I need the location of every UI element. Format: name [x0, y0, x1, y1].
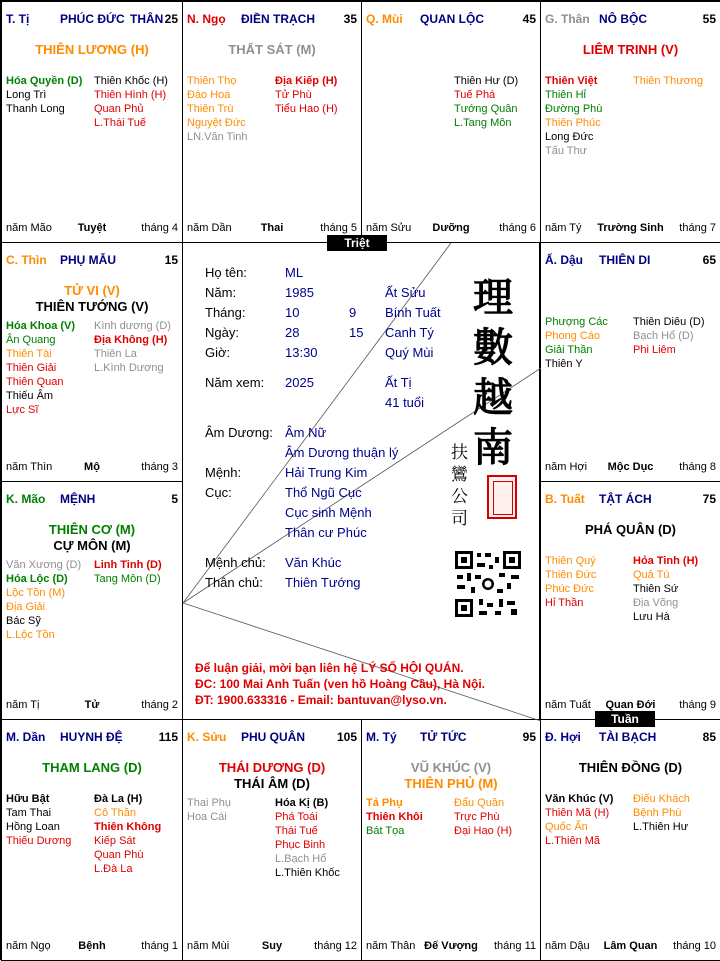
palace-header — [366, 12, 536, 28]
minor-stars-right — [633, 792, 690, 834]
branch-label: T. Tị — [6, 12, 30, 26]
day-lunar: 15 — [349, 325, 364, 340]
minor-star: Long Trì — [6, 89, 47, 101]
truong-sinh-stage: Dưỡng — [432, 222, 470, 234]
hour-canchi: Quý Mùi — [385, 345, 434, 360]
contact-line-1: Để luận giải, mời bạn liên hệ LÝ SỐ HỘI QUÁN. — [195, 661, 464, 675]
menh-chu-label: Mệnh chủ: — [205, 555, 266, 570]
than-chu-value: Thiên Tướng — [285, 575, 361, 590]
palace-age: 65 — [702, 253, 716, 267]
truong-sinh-stage: Tuyệt — [77, 222, 107, 234]
palace-header — [366, 730, 536, 746]
palace-tuat[interactable] — [540, 481, 720, 720]
branch-label: M. Tý — [366, 730, 397, 744]
footer-year: năm Dậu — [545, 940, 590, 952]
palace-header — [545, 730, 716, 746]
palace-name: PHÚC ĐỨC — [60, 12, 125, 26]
palace-than[interactable] — [540, 1, 720, 243]
minor-star: Phá Toái — [275, 811, 318, 823]
minor-star: Phượng Các — [545, 316, 608, 328]
major-star: PHÁ QUÂN (D) — [585, 522, 676, 537]
minor-stars-right — [94, 319, 171, 375]
footer-year: năm Thân — [366, 940, 416, 952]
palace-name: THIÊN DI — [599, 253, 651, 267]
palace-suu[interactable] — [182, 719, 362, 961]
am-duong-label: Âm Dương: — [205, 425, 273, 440]
footer-year: năm Tị — [6, 699, 40, 711]
minor-star: Thiên Việt — [545, 75, 598, 87]
palace-header — [187, 12, 357, 28]
footer-year: năm Mùi — [187, 940, 230, 952]
branch-label: Q. Mùi — [366, 12, 403, 26]
minor-star: Văn Xương (D) — [6, 559, 82, 571]
calligraphy-char-1: 理 — [473, 274, 513, 321]
hour-value: 13:30 — [285, 345, 318, 360]
minor-star: Thiếu Dương — [6, 835, 72, 847]
minor-star: L.Thiên Khốc — [275, 867, 340, 879]
minor-star: Thiên Khốc (H) — [94, 75, 168, 87]
menh-label: Mệnh: — [205, 465, 242, 480]
palace-name: PHU QUÂN — [241, 730, 306, 744]
month-canchi: Bính Tuất — [385, 305, 441, 320]
day-solar: 28 — [285, 325, 300, 340]
major-star: TỬ VI (V) — [64, 283, 120, 298]
minor-star: Thiên La — [94, 348, 137, 360]
name-value: ML — [285, 265, 304, 280]
minor-star: Kiếp Sát — [94, 835, 136, 847]
minor-star: L.Thiên Mã — [545, 835, 601, 847]
view-year-value: 2025 — [285, 375, 314, 390]
minor-star: Thiên Thương — [633, 75, 704, 87]
minor-star: Thiên Mã (H) — [545, 807, 610, 819]
palace-footer — [187, 940, 357, 954]
minor-star: Thiên Hỉ — [545, 89, 586, 101]
minor-star: Thiên Hình (H) — [94, 89, 167, 101]
palace-name: QUAN LỘC — [420, 12, 484, 26]
minor-star: Trực Phù — [454, 811, 500, 823]
than-marker: THÂN — [130, 12, 164, 26]
minor-star: Thiên Hư (D) — [454, 75, 519, 87]
minor-star: Đẩu Quân — [454, 797, 505, 809]
major-star: THÁI DƯƠNG (D) — [218, 760, 326, 775]
minor-star: Hồng Loan — [6, 821, 60, 833]
year-label: Năm: — [205, 285, 237, 300]
minor-stars-left — [366, 796, 423, 838]
side-char-3: 公 — [451, 487, 468, 507]
center-info-panel — [182, 242, 540, 720]
minor-star: Thiên Diêu (D) — [633, 316, 705, 328]
minor-star: Quả Tú — [633, 569, 670, 581]
year-value: 1985 — [285, 285, 314, 300]
palace-mui[interactable] — [361, 1, 541, 243]
minor-stars-right — [94, 74, 168, 130]
minor-stars-left — [545, 74, 602, 158]
than-chu-label: Thân chủ: — [205, 575, 263, 590]
minor-star: Điếu Khách — [633, 793, 690, 805]
minor-star: Ân Quang — [6, 334, 56, 346]
minor-star: Tang Môn (D) — [94, 573, 161, 585]
minor-star: L.Tang Môn — [454, 117, 512, 129]
tuan-marker: Tuần — [595, 711, 655, 727]
palace-name: NÔ BỘC — [599, 12, 647, 26]
side-char-1: 扶 — [451, 443, 468, 463]
minor-star: Quan Phủ — [94, 103, 144, 115]
minor-star: Lộc Tồn (M) — [6, 587, 66, 599]
footer-month: tháng 4 — [141, 222, 178, 234]
minor-star: L.Thiên Hư — [633, 821, 689, 833]
minor-star: Giải Thần — [545, 344, 593, 356]
major-star: VŨ KHÚC (V) — [410, 760, 492, 775]
palace-age: 15 — [164, 253, 178, 267]
minor-star: L.Kình Dương — [94, 362, 164, 374]
palace-ngo[interactable] — [182, 1, 362, 243]
palace-ti[interactable] — [1, 1, 183, 243]
palace-footer — [545, 461, 716, 475]
minor-star: Nguyệt Đức — [187, 117, 246, 129]
palace-dan[interactable] — [1, 719, 183, 961]
palace-header — [545, 12, 716, 28]
footer-year: năm Mão — [6, 222, 52, 234]
palace-name: TÀI BẠCH — [599, 730, 657, 744]
minor-stars-right — [454, 74, 518, 130]
calligraphy-char-3: 越 — [473, 374, 513, 421]
calligraphy-char-4: 南 — [473, 424, 513, 471]
minor-star: Tử Phù — [275, 89, 312, 101]
palace-header — [6, 730, 178, 746]
palace-footer — [6, 940, 178, 954]
minor-star: Phong Cáo — [545, 330, 601, 342]
branch-label: Đ. Hợi — [545, 730, 581, 744]
footer-month: tháng 8 — [679, 461, 716, 473]
truong-sinh-stage: Thai — [260, 222, 284, 234]
minor-star: Đào Hoa — [187, 89, 231, 101]
palace-name: TỬ TỨC — [420, 730, 467, 744]
palace-name: PHỤ MẪU — [60, 253, 116, 267]
footer-year: năm Dần — [187, 222, 232, 234]
palace-name: ĐIỀN TRẠCH — [241, 12, 315, 26]
minor-star: Lực Sĩ — [6, 404, 39, 416]
minor-stars-left — [6, 74, 82, 116]
palace-dau[interactable] — [540, 242, 720, 482]
major-star: THAM LANG (D) — [42, 760, 142, 775]
month-solar: 10 — [285, 305, 300, 320]
minor-star: Quốc Ấn — [545, 821, 588, 833]
major-star: THÁI ÂM (D) — [234, 776, 310, 791]
palace-header — [187, 730, 357, 746]
major-star: THIÊN TƯỚNG (V) — [35, 299, 149, 314]
minor-stars-right — [633, 315, 705, 357]
minor-star: Đà La (H) — [94, 793, 143, 805]
minor-stars-right — [633, 74, 703, 88]
seal-stamp — [487, 475, 517, 519]
minor-star: Văn Khúc (V) — [545, 793, 614, 805]
than-position: Thân cư Phúc — [285, 525, 367, 540]
footer-year: năm Tuất — [545, 699, 591, 711]
branch-label: N. Ngọ — [187, 12, 226, 26]
month-label: Tháng: — [205, 305, 246, 320]
minor-stars-right — [454, 796, 512, 838]
palace-age: 85 — [702, 730, 716, 744]
footer-year: năm Sửu — [366, 222, 412, 234]
minor-star: Hỏa Tinh (H) — [633, 555, 699, 567]
palace-footer — [366, 222, 536, 236]
minor-star: Hỉ Thần — [545, 597, 584, 609]
year-canchi: Ất Sửu — [385, 285, 426, 300]
minor-stars-right — [94, 558, 162, 586]
palace-age: 45 — [522, 12, 536, 26]
palace-header — [545, 492, 716, 508]
minor-star: Bạch Hổ (D) — [633, 330, 694, 342]
palace-name: HUYNH ĐỆ — [60, 730, 123, 744]
palace-hoi[interactable] — [540, 719, 720, 961]
palace-age: 25 — [164, 12, 178, 26]
truong-sinh-stage: Mộ — [84, 461, 100, 473]
minor-star: Thiên Sứ — [633, 583, 679, 595]
minor-star: Thiên Thọ — [187, 75, 237, 87]
palace-header — [545, 253, 716, 269]
minor-star: Thiên Phúc — [545, 117, 601, 129]
menh-chu-value: Văn Khúc — [285, 555, 342, 570]
truong-sinh-stage: Bệnh — [78, 940, 106, 952]
major-star: THIÊN CƠ (M) — [48, 522, 136, 537]
minor-star: Hữu Bật — [6, 793, 50, 805]
minor-star: L.Bạch Hổ — [275, 853, 327, 865]
current-age: 41 tuổi — [385, 395, 425, 410]
minor-star: Hoa Cái — [187, 811, 227, 823]
minor-star: Địa Giải — [6, 601, 46, 613]
truong-sinh-stage: Mộc Dục — [607, 461, 654, 473]
hour-label: Giờ: — [205, 345, 231, 360]
branch-label: B. Tuất — [545, 492, 585, 506]
major-star: THIÊN PHỦ (M) — [404, 776, 498, 791]
palace-mao[interactable] — [1, 481, 183, 720]
minor-stars-left — [6, 558, 81, 642]
minor-star: Thiên Tài — [6, 348, 52, 360]
footer-year: năm Hợi — [545, 461, 588, 473]
truong-sinh-stage: Quan Đới — [605, 699, 656, 711]
footer-month: tháng 12 — [314, 940, 357, 952]
palace-footer — [366, 940, 536, 954]
minor-star: Hóa Khoa (V) — [6, 320, 76, 332]
contact-address: ĐC: 100 Mai Anh Tuấn (ven hồ Hoàng Cầu), Hà Nội. — [195, 677, 486, 691]
minor-star: Phúc Đức — [545, 583, 594, 595]
branch-label: C. Thìn — [6, 253, 47, 267]
palace-age: 95 — [522, 730, 536, 744]
minor-star: Quan Phù — [94, 849, 144, 861]
minor-star: Long Đức — [545, 131, 594, 143]
footer-month: tháng 7 — [679, 222, 716, 234]
minor-star: Thiếu Âm — [6, 390, 54, 402]
cuc-relation: Cục sinh Mệnh — [285, 505, 372, 520]
minor-star: Thai Phụ — [187, 797, 232, 809]
minor-stars-left — [187, 796, 231, 824]
minor-star: Phi Liêm — [633, 344, 676, 356]
minor-star: Thiên Không — [94, 821, 162, 833]
minor-star: L.Lộc Tồn — [6, 629, 55, 641]
palace-footer — [6, 699, 178, 713]
minor-star: Lưu Hà — [633, 611, 670, 623]
footer-year: năm Ngọ — [6, 940, 51, 952]
day-canchi: Canh Tý — [385, 325, 434, 340]
side-char-4: 司 — [451, 509, 468, 529]
minor-star: Địa Không (H) — [94, 334, 168, 346]
minor-star: Đại Hao (H) — [454, 825, 513, 837]
minor-star: L.Thái Tuế — [94, 117, 146, 129]
view-year-label: Năm xem: — [205, 375, 265, 390]
footer-year: năm Thìn — [6, 461, 53, 473]
cuc-value: Thổ Ngũ Cục — [285, 485, 362, 500]
triet-marker: Triệt — [327, 235, 387, 251]
minor-star: Tuế Phá — [454, 89, 496, 101]
footer-month: tháng 11 — [493, 940, 536, 952]
minor-star: Tả Phụ — [366, 797, 403, 809]
minor-star: L.Đà La — [94, 863, 133, 875]
minor-stars-right — [275, 796, 340, 880]
menh-value: Hải Trung Kim — [285, 465, 368, 480]
minor-star: Hóa Lộc (D) — [6, 573, 68, 585]
contact-phone-email[interactable]: ĐT: 1900.633316 - Email: bantuvan@lyso.vn. — [195, 693, 447, 707]
footer-year: năm Tý — [545, 222, 582, 234]
palace-footer — [6, 461, 178, 475]
major-star: THIÊN ĐỒNG (D) — [578, 760, 683, 775]
major-star: LIÊM TRINH (V) — [582, 42, 679, 57]
major-star: THẤT SÁT (M) — [228, 42, 316, 57]
minor-star: Tướng Quân — [454, 103, 518, 115]
minor-star: Thiên Khôi — [366, 811, 423, 823]
major-star: CỰ MÔN (M) — [53, 538, 131, 553]
footer-month: tháng 6 — [499, 222, 536, 234]
palace-footer — [6, 222, 178, 236]
minor-star: Địa Kiếp (H) — [275, 75, 338, 87]
minor-star: Thiên Quý — [545, 555, 596, 567]
branch-label: M. Dần — [6, 730, 46, 744]
minor-star: Linh Tinh (D) — [94, 559, 162, 571]
palace-ty[interactable] — [361, 719, 541, 961]
minor-star: Kình dương (D) — [94, 320, 171, 332]
palace-header — [6, 12, 178, 28]
minor-star: Tấu Thư — [545, 145, 588, 157]
name-label: Họ tên: — [205, 265, 247, 280]
minor-stars-left — [6, 792, 71, 848]
footer-month: tháng 10 — [673, 940, 716, 952]
footer-month: tháng 9 — [679, 699, 716, 711]
minor-star: Bệnh Phù — [633, 807, 682, 819]
calligraphy-char-2: 數 — [473, 324, 513, 371]
minor-star: Đường Phù — [545, 103, 603, 115]
minor-stars-left — [6, 319, 75, 417]
palace-footer — [545, 222, 716, 236]
minor-stars-left — [545, 315, 608, 371]
am-duong-value: Âm Nữ — [285, 425, 327, 440]
footer-month: tháng 1 — [141, 940, 178, 952]
minor-stars-right — [94, 792, 161, 876]
qr-code[interactable] — [453, 549, 523, 619]
view-year-canchi: Ất Tị — [385, 375, 412, 390]
palace-header — [6, 253, 178, 269]
minor-star: Thiên Giải — [6, 362, 57, 374]
truong-sinh-stage: Trường Sinh — [597, 222, 664, 234]
palace-footer — [187, 222, 357, 236]
palace-name: TẬT ÁCH — [599, 492, 652, 506]
month-lunar: 9 — [349, 305, 357, 320]
minor-star: Thanh Long — [6, 103, 65, 115]
truong-sinh-stage: Lâm Quan — [603, 940, 658, 952]
minor-stars-left — [545, 792, 613, 848]
minor-star: Thiên Quan — [6, 376, 64, 388]
minor-star: LN.Văn Tinh — [187, 131, 248, 143]
palace-header — [6, 492, 178, 508]
branch-label: K. Mão — [6, 492, 46, 506]
minor-star: Thiên Đức — [545, 569, 597, 581]
footer-month: tháng 2 — [141, 699, 178, 711]
day-label: Ngày: — [205, 325, 239, 340]
truong-sinh-stage: Suy — [261, 940, 283, 952]
minor-star: Thiên Y — [545, 358, 583, 370]
minor-star: Tam Thai — [6, 807, 52, 819]
minor-star: Thái Tuế — [275, 825, 318, 837]
palace-footer — [545, 940, 716, 954]
minor-stars-right — [275, 74, 338, 116]
palace-thin[interactable] — [1, 242, 183, 482]
truong-sinh-stage: Đế Vượng — [424, 940, 478, 952]
minor-star: Hóa Kị (B) — [275, 797, 329, 809]
branch-label: K. Sửu — [187, 730, 227, 744]
minor-star: Bác Sỹ — [6, 615, 41, 627]
palace-age: 35 — [343, 12, 357, 26]
major-star: THIÊN LƯƠNG (H) — [35, 42, 149, 57]
palace-age: 115 — [158, 730, 178, 744]
minor-star: Hóa Quyền (D) — [6, 75, 83, 87]
minor-star: Bát Tọa — [366, 825, 405, 837]
palace-age: 55 — [702, 12, 716, 26]
branch-label: Ấ. Dậu — [545, 253, 584, 267]
minor-star: Phục Binh — [275, 839, 326, 851]
footer-month: tháng 3 — [141, 461, 178, 473]
minor-stars-right — [633, 554, 698, 624]
branch-label: G. Thân — [545, 12, 590, 26]
palace-name: MỆNH — [60, 492, 96, 506]
side-char-2: 鸞 — [451, 465, 468, 485]
truong-sinh-stage: Tử — [84, 699, 100, 711]
cuc-label: Cục: — [205, 485, 232, 500]
minor-star: Tiểu Hao (H) — [275, 103, 338, 115]
footer-month: tháng 5 — [320, 222, 357, 234]
minor-star: Thiên Trù — [187, 103, 234, 115]
palace-age: 5 — [171, 492, 178, 506]
palace-age: 105 — [336, 730, 357, 744]
minor-stars-left — [545, 554, 596, 610]
minor-stars-left — [187, 74, 248, 144]
palace-age: 75 — [702, 492, 716, 506]
am-duong-relation: Âm Dương thuận lý — [285, 445, 399, 460]
minor-star: Cô Thần — [94, 807, 136, 819]
minor-star: Địa Võng — [633, 597, 679, 609]
